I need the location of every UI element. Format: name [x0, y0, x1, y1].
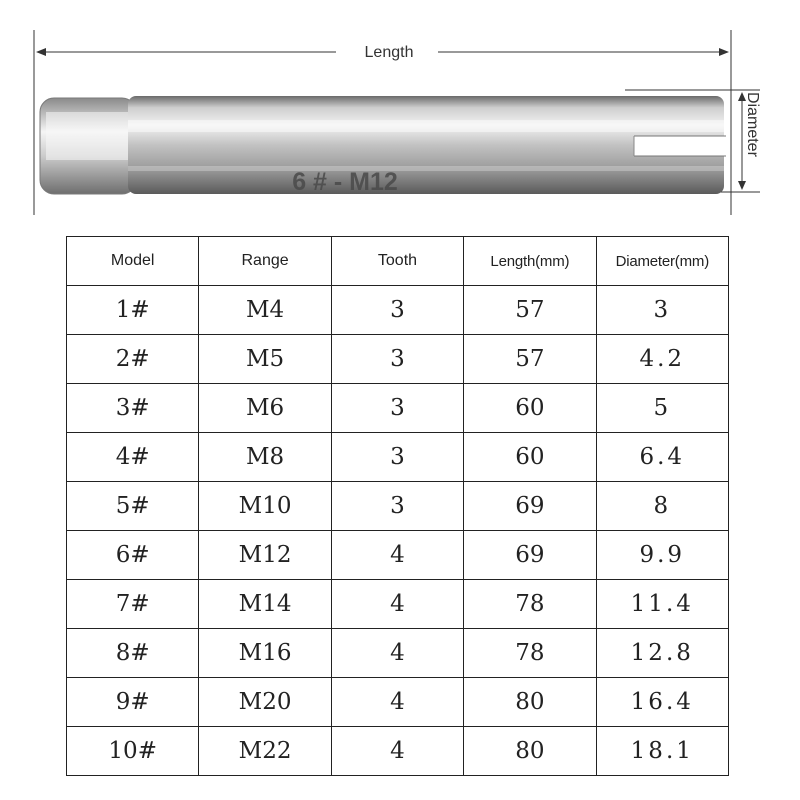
header-tooth: Tooth [331, 237, 463, 286]
cell-length: 78 [464, 629, 596, 678]
cell-tooth: 4 [331, 580, 463, 629]
spec-table [66, 236, 729, 776]
header-model: Model [67, 237, 199, 286]
cell-range: M8 [199, 433, 331, 482]
cell-diameter: 11.4 [596, 580, 728, 629]
cell-tooth: 4 [331, 531, 463, 580]
cell-diameter: 9.9 [596, 531, 728, 580]
table-row [67, 629, 729, 678]
cell-model: 1# [67, 286, 199, 335]
cell-tooth: 4 [331, 727, 463, 776]
cell-diameter: 16.4 [596, 678, 728, 727]
cell-range: M22 [199, 727, 331, 776]
cell-model: 5# [67, 482, 199, 531]
cell-length: 69 [464, 531, 596, 580]
tool-figure [0, 0, 800, 230]
cell-model: 3# [67, 384, 199, 433]
cell-range: M14 [199, 580, 331, 629]
table-row [67, 384, 729, 433]
cell-diameter: 3 [596, 286, 728, 335]
table-row [67, 433, 729, 482]
cell-diameter: 6.4 [596, 433, 728, 482]
diameter-label: Diameter [744, 92, 761, 157]
header-diameter: Diameter(mm) [596, 237, 728, 286]
cell-diameter: 12.8 [596, 629, 728, 678]
cell-tooth: 4 [331, 678, 463, 727]
length-label: Length [364, 44, 414, 61]
cell-length: 80 [464, 727, 596, 776]
cell-range: M6 [199, 384, 331, 433]
table-row [67, 727, 729, 776]
cell-diameter: 18.1 [596, 727, 728, 776]
cell-range: M4 [199, 286, 331, 335]
cell-diameter: 4.2 [596, 335, 728, 384]
cell-length: 57 [464, 335, 596, 384]
cell-range: M16 [199, 629, 331, 678]
cell-tooth: 3 [331, 286, 463, 335]
cell-tooth: 3 [331, 433, 463, 482]
tool-engraving: 6 # - M12 [292, 168, 398, 196]
table-row [67, 531, 729, 580]
cell-range: M20 [199, 678, 331, 727]
header-length: Length(mm) [464, 237, 596, 286]
table-row [67, 335, 729, 384]
cell-length: 60 [464, 433, 596, 482]
cell-tooth: 3 [331, 384, 463, 433]
cell-model: 4# [67, 433, 199, 482]
cell-diameter: 5 [596, 384, 728, 433]
cell-length: 57 [464, 286, 596, 335]
cell-range: M10 [199, 482, 331, 531]
extractor-tool [40, 96, 726, 196]
tip-slot [634, 136, 726, 156]
table-row [67, 482, 729, 531]
table-header-row [67, 237, 729, 286]
cell-model: 9# [67, 678, 199, 727]
cell-length: 78 [464, 580, 596, 629]
cell-model: 6# [67, 531, 199, 580]
cell-tooth: 3 [331, 482, 463, 531]
cell-range: M5 [199, 335, 331, 384]
cell-length: 60 [464, 384, 596, 433]
cell-length: 69 [464, 482, 596, 531]
cell-tooth: 4 [331, 629, 463, 678]
table-row [67, 286, 729, 335]
cell-tooth: 3 [331, 335, 463, 384]
cell-diameter: 8 [596, 482, 728, 531]
table-row [67, 580, 729, 629]
cell-length: 80 [464, 678, 596, 727]
cell-model: 8# [67, 629, 199, 678]
header-range: Range [199, 237, 331, 286]
cell-model: 7# [67, 580, 199, 629]
cell-model: 2# [67, 335, 199, 384]
table-row [67, 678, 729, 727]
cell-range: M12 [199, 531, 331, 580]
cell-model: 10# [67, 727, 199, 776]
